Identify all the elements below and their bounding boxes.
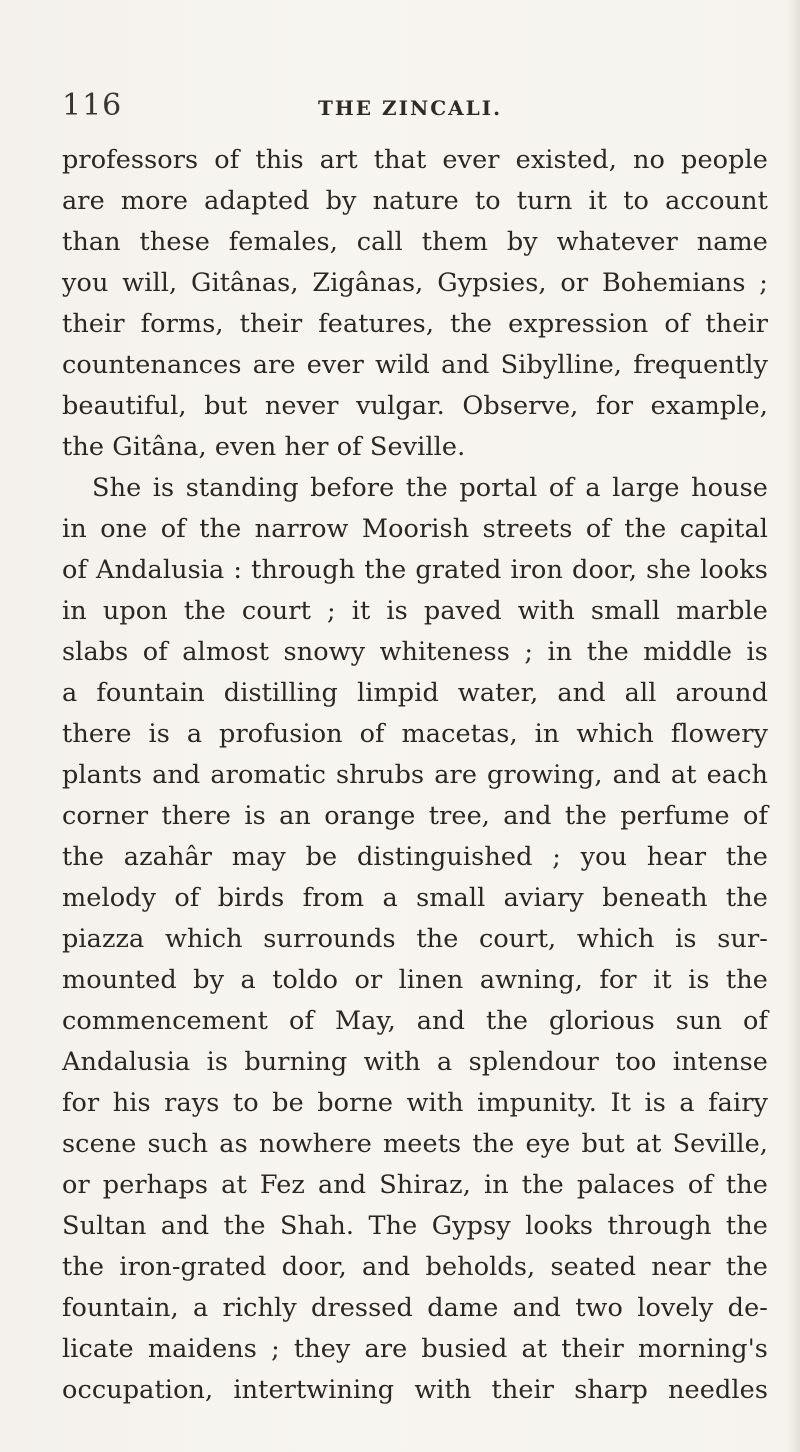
- body-text: [62, 140, 768, 1411]
- text-line: the Gitâna, even her of Seville.: [62, 432, 466, 462]
- text-line: there is a profusion of macetas, in which flowery: [62, 719, 768, 749]
- text-line: in one of the narrow Moorish streets of the capital: [62, 514, 768, 544]
- text-line: the iron-grated door, and beholds, seated near the: [62, 1252, 768, 1282]
- text-line: occupation, intertwining with their sharp needles: [62, 1375, 768, 1405]
- running-head: THE ZINCALI.: [318, 96, 503, 120]
- text-line: piazza which surrounds the court, which is sur-: [62, 924, 768, 954]
- page-header: [62, 88, 762, 128]
- page-number: 116: [62, 88, 123, 123]
- text-line: melody of birds from a small aviary beneath the: [62, 883, 768, 913]
- text-line: a fountain distilling limpid water, and all around: [62, 678, 768, 708]
- text-line: mounted by a toldo or linen awning, for it is the: [62, 965, 768, 995]
- text-line: licate maidens ; they are busied at their morning's: [62, 1334, 768, 1364]
- text-line: or perhaps at Fez and Shiraz, in the palaces of the: [62, 1170, 768, 1200]
- text-line: fountain, a richly dressed dame and two lovely de-: [62, 1293, 768, 1323]
- text-line: their forms, their features, the expression of their: [62, 309, 768, 339]
- text-line: in upon the court ; it is paved with small marble: [62, 596, 768, 626]
- text-line: Sultan and the Shah. The Gypsy looks through the: [62, 1211, 768, 1241]
- text-line: for his rays to be borne with impunity. It is a fairy: [62, 1088, 768, 1118]
- text-line: professors of this art that ever existed, no people: [62, 145, 768, 175]
- text-line: slabs of almost snowy whiteness ; in the middle is: [62, 637, 768, 667]
- text-line: you will, Gitânas, Zigânas, Gypsies, or Bohemians ;: [62, 268, 768, 298]
- paragraph-start-line: She is standing before the portal of a large house: [92, 473, 768, 503]
- text-line: plants and aromatic shrubs are growing, and at each: [62, 760, 768, 790]
- page-edge-shadow: [786, 0, 800, 1452]
- text-line: Andalusia is burning with a splendour too intense: [62, 1047, 768, 1077]
- text-line: than these females, call them by whatever name: [62, 227, 768, 257]
- text-line: corner there is an orange tree, and the perfume of: [62, 801, 768, 831]
- text-line: of Andalusia : through the grated iron door, she looks: [62, 555, 768, 585]
- text-line: are more adapted by nature to turn it to account: [62, 186, 768, 216]
- text-line: beautiful, but never vulgar. Observe, for example,: [62, 391, 768, 421]
- text-line: commencement of May, and the glorious sun of: [62, 1006, 768, 1036]
- text-line: scene such as nowhere meets the eye but at Seville,: [62, 1129, 768, 1159]
- text-line: countenances are ever wild and Sibylline, frequently: [62, 350, 768, 380]
- text-line: the azahâr may be distinguished ; you hear the: [62, 842, 768, 872]
